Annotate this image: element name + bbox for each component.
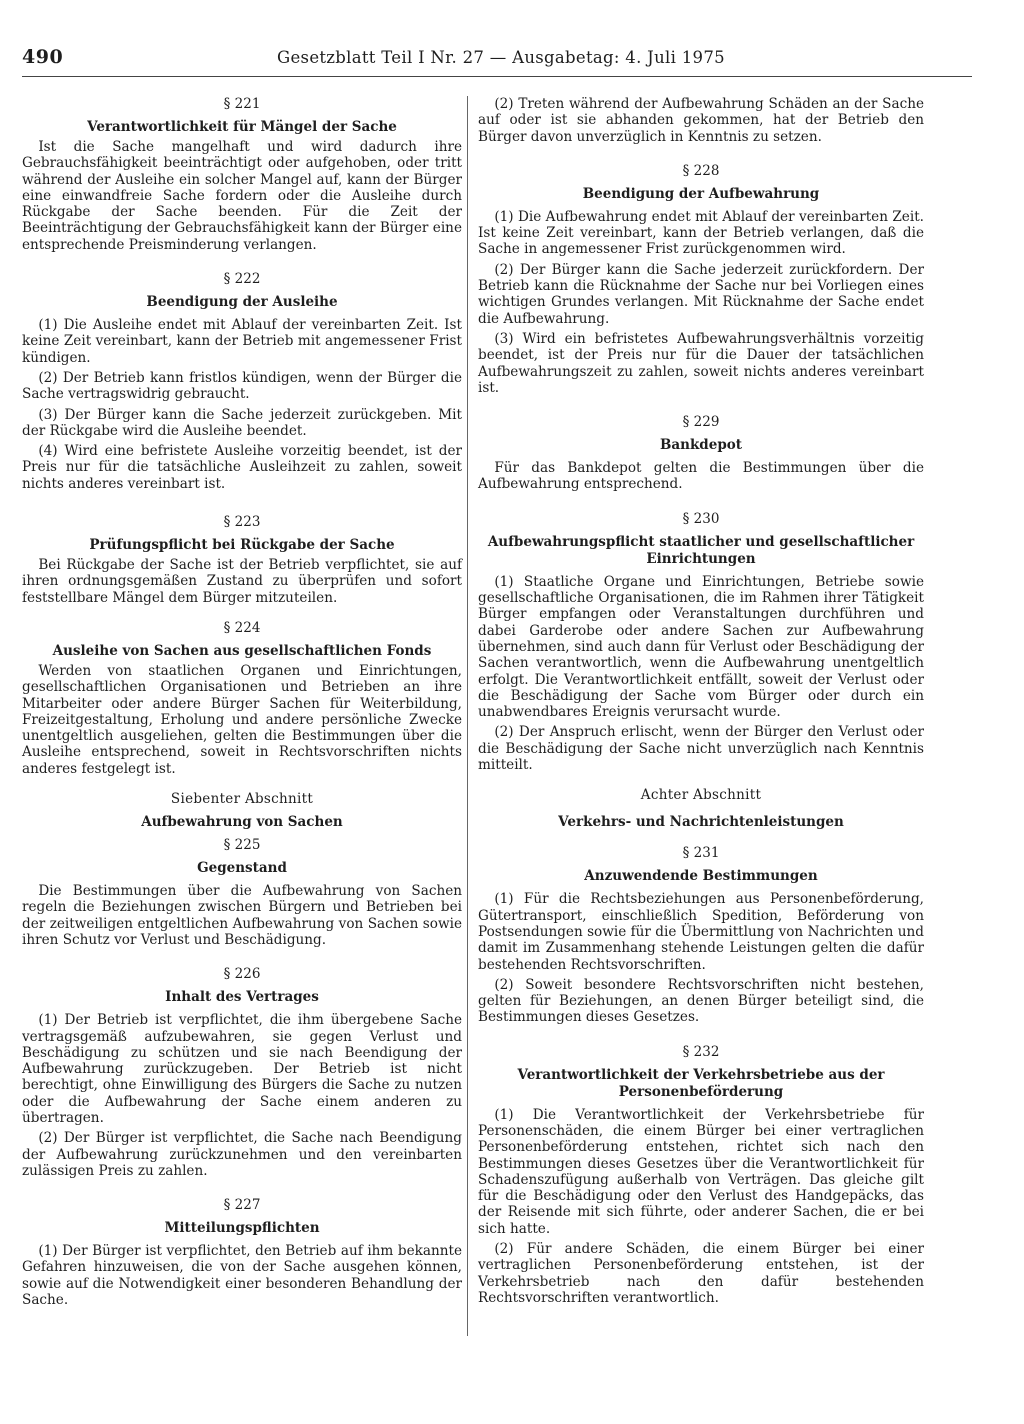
paragraph: (2) Der Anspruch erlischt, wenn der Bürger den Verlust oder die Beschädigung der Sache nicht unverzüglich nach Kenntnis mitteilt.	[478, 724, 924, 774]
paragraph: Für das Bankdepot gelten die Bestimmungen über die Aufbewahrung entsprechend.	[478, 460, 924, 493]
section-heading: Aufbewahrungspflicht staatlicher und gesellschaftlicher Einrichtungen	[487, 533, 915, 567]
left-column	[22, 96, 462, 1312]
section-number: § 232	[682, 1043, 720, 1060]
paragraph: (2) Für andere Schäden, die einem Bürger bei einer vertraglichen Personenbeförderung entstehen, ist der Verkehrsbetrieb nach den dafür bestehenden Rechtsvorschriften verantwortlich.	[478, 1241, 924, 1306]
chapter-heading: Aufbewahrung von Sachen	[141, 814, 343, 831]
section-heading: Anzuwendende Bestimmungen	[584, 868, 818, 885]
section-number: § 230	[682, 510, 720, 527]
paragraph: Bei Rückgabe der Sache ist der Betrieb verpflichtet, sie auf ihren ordnungsgemäßen Zustand zu überprüfen und sofort feststellbare Mängel dem Bürger mitzuteilen.	[22, 557, 462, 606]
paragraph: (1) Die Verantwortlichkeit der Verkehrsbetriebe für Personenschäden, die einem Bürger bei einer vertraglichen Personenbeförderung entstehen, richtet sich nach den Bestimmungen dieses Gesetzes über die Verantwortlichkeit für Schadenszufügung außerhalb von Verträgen. Das gleiche gilt für die Beschädigung oder den Verlust des Handgepäcks, das der Reisende mit sich führte, oder anderer Sachen, die er bei sich hatte.	[478, 1106, 924, 1237]
section-number: § 228	[682, 162, 720, 179]
chapter-heading: Verkehrs- und Nachrichtenleistungen	[558, 814, 844, 831]
paragraph: (1) Der Bürger ist verpflichtet, den Betrieb auf ihm bekannte Gefahren hinzuweisen, die von der Sache ausgehen können, sowie auf die Notwendigkeit einer besonderen Behandlung der Sache.	[22, 1243, 462, 1309]
section-heading: Inhalt des Vertrages	[165, 989, 319, 1006]
paragraph: (2) Der Bürger kann die Sache jederzeit zurückfordern. Der Betrieb kann die Rücknahme der Sache nur bei Vorliegen eines wichtigen Grundes verlangen. Mit Rücknahme der Sache endet die Aufbewahrung.	[478, 261, 924, 327]
section-number: § 226	[223, 966, 261, 983]
paragraph: (2) Soweit besondere Rechtsvorschriften nicht bestehen, gelten für Beziehungen, an denen Bürger beteiligt sind, die Bestimmungen dieses Gesetzes.	[478, 976, 924, 1026]
paragraph: (1) Für die Rechtsbeziehungen aus Personenbeförderung, Gütertransport, einschließlich Spedition, Beförderung von Postsendungen sowie für die Übermittlung von Nachrichten und damit im Zusammenhang stehende Leistungen gelten die dafür bestehenden Rechtsvorschriften.	[478, 891, 924, 973]
paragraph: Die Bestimmungen über die Aufbewahrung von Sachen regeln die Beziehungen zwischen Bürgern und Betrieben bei der zeitweiligen entgeltlichen Aufbewahrung von Sachen sowie ihren Schutz vor Verlust und Beschädigung.	[22, 883, 462, 948]
section-number: § 223	[223, 514, 261, 531]
section-number: § 225	[223, 837, 261, 854]
header-rule	[22, 76, 972, 77]
section-heading: Mitteilungspflichten	[164, 1220, 320, 1237]
section-heading: Bankdepot	[659, 437, 743, 454]
column-divider	[467, 96, 468, 1336]
section-number: § 229	[682, 414, 720, 431]
running-title: Gesetzblatt Teil I Nr. 27 — Ausgabetag: 4. Juli 1975	[277, 48, 725, 67]
section-number: § 224	[223, 619, 261, 636]
chapter-label: Achter Abschnitt	[640, 787, 762, 804]
section-number: § 231	[682, 845, 720, 862]
section-heading: Gegenstand	[197, 860, 287, 877]
paragraph: (4) Wird eine befristete Ausleihe vorzeitig beendet, ist der Preis nur für die tatsächliche Ausleihzeit zu zahlen, soweit nichts anderes vereinbart ist.	[22, 443, 462, 492]
chapter-label: Siebenter Abschnitt	[170, 791, 314, 808]
section-heading: Beendigung der Aufbewahrung	[582, 185, 820, 202]
section-heading: Verantwortlichkeit für Mängel der Sache	[87, 119, 397, 135]
section-heading: Prüfungspflicht bei Rückgabe der Sache	[89, 537, 395, 554]
paragraph: (3) Der Bürger kann die Sache jederzeit zurückgeben. Mit der Rückgabe wird die Ausleihe beendet.	[22, 406, 462, 439]
paragraph: (1) Die Ausleihe endet mit Ablauf der vereinbarten Zeit. Ist keine Zeit vereinbart, kann der Betrieb mit angemessener Frist kündigen.	[22, 317, 462, 366]
paragraph: Werden von staatlichen Organen und Einrichtungen, gesellschaftlichen Organisationen und Betrieben an ihre Mitarbeiter oder andere Bürger Sachen für Weiterbildung, Freizeitgestaltung, Erholung und andere persönliche Zwecke unentgeltlich ausgeliehen, gelten die Bestimmungen über die Ausleihe entsprechend, soweit in Rechtsvorschriften nichts anderes festgelegt ist.	[22, 662, 462, 777]
paragraph: (1) Die Aufbewahrung endet mit Ablauf der vereinbarten Zeit. Ist keine Zeit vereinbart, kann der Betrieb verlangen, daß die Sache in angemessener Frist zurückgenommen wird.	[478, 208, 924, 258]
section-number: § 222	[223, 271, 261, 288]
section-heading: Ausleihe von Sachen aus gesellschaftlichen Fonds	[52, 642, 432, 659]
paragraph: (1) Der Betrieb ist verpflichtet, die ihm übergebene Sache vertragsgemäß aufzubewahren, sie gegen Verlust und Beschädigung zu schützen und sie nach Beendigung der Aufbewahrung zurückzugeben. Der Betrieb ist nicht berechtigt, ohne Einwilligung des Bürgers die Sache zu nutzen oder die Aufbewahrung der Sache einem anderen zu übertragen.	[22, 1012, 462, 1126]
right-column	[478, 96, 924, 1310]
paragraph: (2) Der Bürger ist verpflichtet, die Sache nach Beendigung der Aufbewahrung zurückzunehmen und den vereinbarten zulässigen Preis zu zahlen.	[22, 1130, 462, 1179]
page-header	[22, 46, 972, 76]
paragraph: (3) Wird ein befristetes Aufbewahrungsverhältnis vorzeitig beendet, ist der Preis nur für die Dauer der tatsächlichen Aufbewahrungszeit zu zahlen, soweit nichts anderes vereinbart ist.	[478, 330, 924, 396]
section-number: § 227	[223, 1197, 261, 1214]
paragraph: (2) Treten während der Aufbewahrung Schäden an der Sache auf oder ist sie abhanden gekommen, hat der Betrieb den Bürger davon unverzüglich in Kenntnis zu setzen.	[478, 96, 924, 145]
paragraph: (1) Staatliche Organe und Einrichtungen, Betriebe sowie gesellschaftliche Organisationen, die im Rahmen ihrer Tätigkeit Bürger empfangen oder Veranstaltungen durchführen und dabei Garderobe oder andere Sachen zur Aufbewahrung übernehmen, sind auch dann für Verlust oder Beschädigung der Sachen verantwortlich, wenn die Aufbewahrung unentgeltlich erfolgt. Die Verantwortlichkeit entfällt, soweit der Verlust oder die Beschädigung der Sache vom Bürger oder durch ein unabwendbares Ereignis verursacht wurde.	[478, 573, 924, 721]
section-number: § 221	[223, 96, 261, 112]
section-heading: Verantwortlichkeit der Verkehrsbetriebe aus der Personenbeförderung	[517, 1066, 885, 1100]
paragraph: Ist die Sache mangelhaft und wird dadurch ihre Gebrauchsfähigkeit beeinträchtigt oder aufgehoben, oder tritt während der Ausleihe ein solcher Mangel auf, kann der Bürger eine einwandfreie Sache fordern oder die Ausleihe durch Rückgabe der Sache beenden. Für die Zeit der Beeinträchtigung der Gebrauchsfähigkeit kann der Bürger eine entsprechende Preisminderung verlangen.	[22, 139, 462, 253]
section-heading: Beendigung der Ausleihe	[146, 294, 338, 311]
paragraph: (2) Der Betrieb kann fristlos kündigen, wenn der Bürger die Sache vertragswidrig gebraucht.	[22, 369, 462, 403]
page-number: 490	[22, 46, 64, 68]
